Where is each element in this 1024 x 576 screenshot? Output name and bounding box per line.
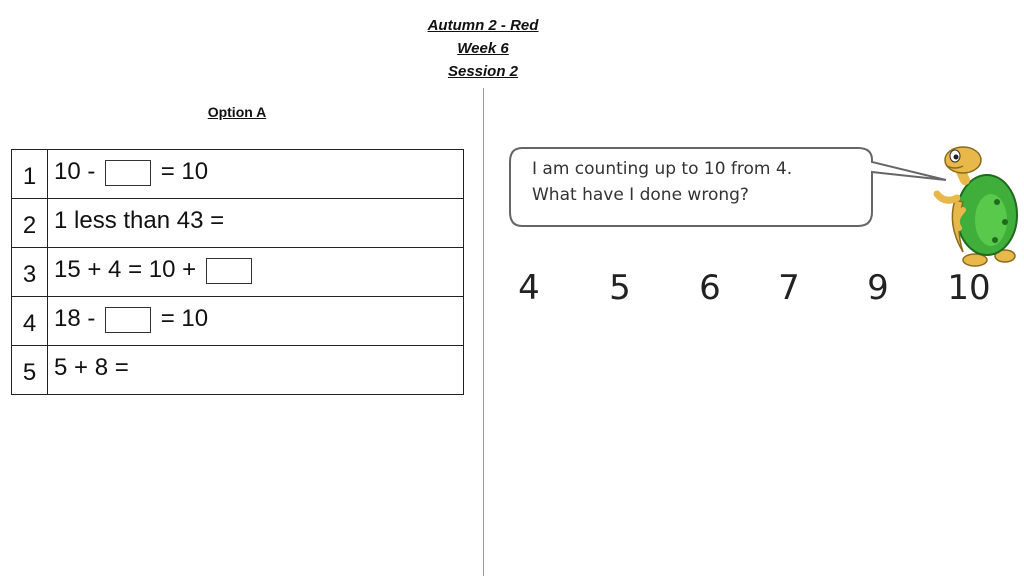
answer-box[interactable] [105,160,151,186]
question-part: 15 + 4 = 10 + [54,256,203,283]
vertical-divider [483,88,484,576]
page-header [383,14,583,83]
sequence-number: 7 [778,268,800,308]
question-number: 4 [12,297,48,346]
table-row [12,199,464,248]
header-week: Week 6 [457,40,509,57]
question-text [48,150,464,199]
speech-line-1: I am counting up to 10 from 4. [532,159,793,179]
table-row [12,346,464,395]
speech-line-2: What have I done wrong? [532,185,749,205]
question-part: = 10 [154,158,209,185]
option-label: Option A [207,104,267,120]
question-part: = 10 [154,305,209,332]
question-number: 5 [12,346,48,395]
sequence-number: 6 [699,268,721,308]
speech-bubble-text [532,156,862,208]
question-part: 1 less than 43 = [54,207,225,234]
question-number: 1 [12,150,48,199]
sequence-number: 9 [867,268,889,308]
question-text [48,199,464,248]
question-part: 18 - [54,305,103,332]
question-part: 5 + 8 = [54,354,129,381]
question-number: 3 [12,248,48,297]
table-row [12,150,464,199]
header-title: Autumn 2 - Red [427,17,539,34]
question-text [48,346,464,395]
sequence-number: 5 [609,268,631,308]
question-part: 10 - [54,158,103,185]
question-number: 2 [12,199,48,248]
sequence-number: 10 [947,268,991,308]
number-sequence [0,268,1024,318]
sequence-number: 4 [518,268,540,308]
turtle-icon [925,140,1020,270]
header-session: Session 2 [447,63,519,80]
